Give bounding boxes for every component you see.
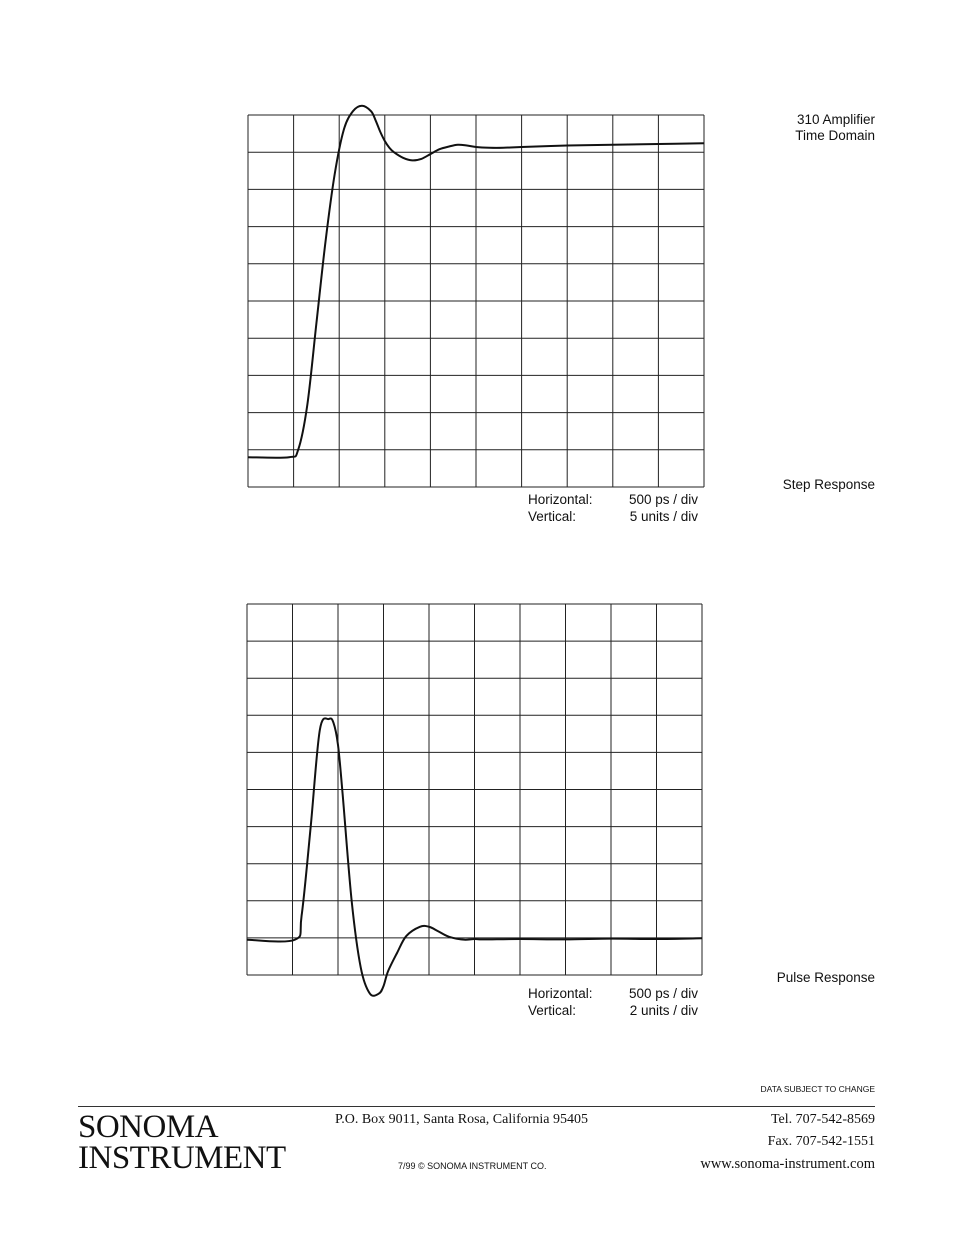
step-scale-legend bbox=[528, 492, 698, 526]
logo-line-1: SONOMA bbox=[78, 1109, 219, 1145]
title-line-2: Time Domain bbox=[795, 128, 875, 143]
website-link[interactable]: www.sonoma-instrument.com bbox=[700, 1156, 875, 1172]
horizontal-scale-key: Horizontal: bbox=[528, 492, 593, 507]
pulse-scale-legend bbox=[528, 986, 698, 1020]
pulse-response-label: Pulse Response bbox=[776, 970, 875, 985]
logo-line-2: INSTRUMENT bbox=[78, 1140, 286, 1176]
title-line-1: 310 Amplifier bbox=[796, 112, 875, 127]
disclaimer: DATA SUBJECT TO CHANGE bbox=[760, 1084, 875, 1094]
document-title bbox=[795, 112, 875, 144]
pulse-response-chart bbox=[247, 604, 702, 975]
step-response-chart bbox=[248, 115, 704, 487]
fax-number: Fax. 707-542-1551 bbox=[767, 1134, 875, 1149]
vertical-scale-value: 2 units / div bbox=[629, 1003, 698, 1018]
vertical-scale-value: 5 units / div bbox=[629, 509, 698, 524]
horizontal-scale-key: Horizontal: bbox=[528, 986, 593, 1001]
horizontal-scale-value: 500 ps / div bbox=[628, 986, 698, 1001]
copyright-notice: 7/99 © SONOMA INSTRUMENT CO. bbox=[398, 1161, 547, 1171]
telephone-number: Tel. 707-542-8569 bbox=[770, 1112, 875, 1127]
company-logo bbox=[78, 1109, 286, 1176]
horizontal-scale-value: 500 ps / div bbox=[628, 492, 698, 507]
postal-address: P.O. Box 9011, Santa Rosa, California 95405 bbox=[335, 1112, 589, 1127]
vertical-scale-key: Vertical: bbox=[528, 1003, 577, 1018]
vertical-scale-key: Vertical: bbox=[528, 509, 577, 524]
step-response-label: Step Response bbox=[782, 477, 875, 492]
footer-divider bbox=[78, 1106, 875, 1107]
